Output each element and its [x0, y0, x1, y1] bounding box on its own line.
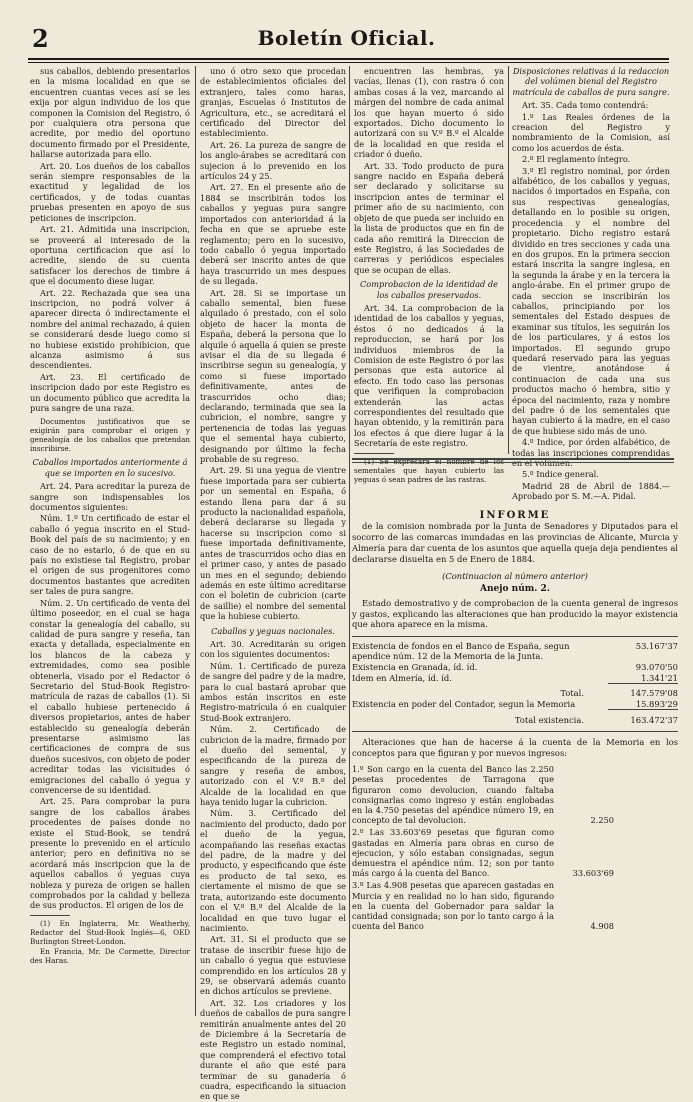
account-row: [352, 699, 678, 711]
column-divider: [508, 66, 509, 454]
column-3: [354, 66, 504, 484]
section-heading: Caballos y yeguas nacionales.: [211, 625, 335, 636]
row-value: 93.070'50: [635, 661, 678, 672]
informe-section: [352, 510, 678, 931]
item-value: 4.908: [590, 921, 614, 932]
row-label: Existencia de fondos en el Banco de España, segun apendice núm. 12 de la Memoria de la Junta.: [352, 640, 570, 662]
annex-title: Anejo núm. 2.: [480, 584, 550, 594]
paragraph: Art. 20. Los dueños de los caballos serán siempre responsables de la exactitud y legalidad de los certificados, y de todas cuantas pruebas presenten en apoyo de sus peticiones de inscripcion.: [30, 160, 190, 223]
page-title: Boletín Oficial.: [257, 26, 436, 50]
paragraph: Art. 22. Rechazada que sea una inscripcion, no podrá volver á aparecer directa ó indirectamente el nombre del animal rechazado, á quien se considerará desde luego como si no hubiese existido prohibicion, que alcanza asimismo á sus descendientes.: [30, 287, 190, 371]
account-row: [352, 641, 678, 662]
paragraph: Núm. 1. Certificado de pureza de sangre del padre y de la madre, para lo cual bastará aprobar que ambos están inscritos en este Registro-matrícula ó en cualquier Stud-Book extranjero.: [200, 660, 346, 723]
paragraph: sus caballos, debiendo presentarlos en la misma localidad en que se encuentren cuantas veces así se les exija por algun individuo de los que componen la Comision del Registro, ó por cualquiera otra persona que acredite, por medio del oportuno documento firmado por el Presidente, hallarse autorizada para ello.: [30, 66, 190, 160]
alteration-item: [352, 764, 678, 825]
row-label: Existencia en Granada, íd. íd.: [352, 661, 478, 672]
section-rule: [352, 458, 674, 460]
paragraph: uno ó otro sexo que procedan de establecimientos oficiales del extranjero, tales como haras, granjas, Escuelas ó Institutos de Agricultura, etc., se acreditará el certificado del Director del establecimiento.: [200, 66, 346, 139]
column-divider: [195, 66, 196, 1016]
paragraph: Núm. 3. Certificado del nacimiento del producto, dado por el dueño de la yegua, acompañando las reseñas exactas del padre, de la madre y del producto, y especificando que éste es producto de tal sexo, es ciertamente el mismo de que se trata, autorizando este documento con el V.º B.º del Alcalde de la localidad en que tuvo lugar el nacimiento.: [200, 808, 346, 933]
paragraph: Art. 33. Todo producto de pura sangre nacido en España deberá ser declarado y solicitarse su inscripcion antes de terminar el primer año de su nacimiento, con objeto de que pueda ser incluido en la lista de productos que en fin de cada año remitirá la Direccion de este Registro, á las Sociedades de carreras y periódicos especiales que se ocupan de ellas.: [354, 160, 504, 275]
row-value: 147.579'08: [630, 688, 678, 699]
alteration-item: [352, 880, 678, 931]
account-row: [352, 673, 678, 685]
paragraph: Madrid 28 de Abril de 1884.— Aprobado por S. M.—A. Pidal.: [512, 480, 670, 502]
header-rule-thin: [28, 62, 669, 63]
item-text: 3.º Las 4.908 pesetas que aparecen gastadas en Murcia y en realidad no lo han sido, figurando en la cuenta del Gobernador para saldar la cantidad consignada; son por lo tanto cargo á la cuenta del Banco: [352, 880, 554, 932]
paragraph: Art. 30. Acreditarán su origen con los siguientes documentos:: [200, 638, 346, 660]
paragraph: 4.º Indice, por órden alfabético, de todas las inscripciones comprendidas en el volúmen.: [512, 437, 670, 469]
header-rule: [28, 58, 669, 60]
paragraph: 1.º Las Reales órdenes de la creacion del Registro y nombramiento de la Comision, así como los acuerdos de ésta.: [512, 111, 670, 153]
row-label: Total existencia.: [514, 715, 584, 726]
column-1: [30, 66, 190, 1014]
paragraph: Art. 21. Admitida una inscripcion, se proveerá al interesado de la oportuna certificacion que así lo acredite, siendo de su cuenta satisfacer los derechos de timbre á que el documento diese lugar.: [30, 224, 190, 287]
section-rule: [352, 462, 674, 463]
column-4: [512, 66, 670, 502]
paragraph: 2.º El reglamento íntegro.: [522, 154, 631, 165]
section-heading: Comprobacion de la identidad de los caballos preservados.: [360, 279, 498, 300]
paragraph: Art. 34. La comprobacion de la identidad de los caballos y yeguas, éstos ó no dedicados á la reproduccion, se hará por los individuos miembros de la Comision de este Registro ó por las personas que esta autorice al efecto. En todo caso las personas que verifiquen la comprobacion extenderán las actas correspondientes del resultado que hayan obtenido, y la remitirán para los efectos á que diere lugar á la Secretaría de este registro.: [354, 302, 504, 449]
paragraph: Art. 31. Si el producto que se tratase de inscribir fuese hijo de un caballo ó yegua que estuviese comprendido en los artículos 28 y 29, se observará además cuanto en dichos artículos se previene.: [200, 934, 346, 997]
footnote: En Francia, Mr. De Cormette, Director des Haras.: [30, 946, 190, 965]
table-rule: [352, 636, 678, 637]
footnote: (1) Se expresará el nombre de los sementales que hayan cubierto las yeguas ó sean padres de las rastras.: [354, 456, 504, 484]
total-row: [352, 688, 678, 699]
footnote-rule: [30, 915, 70, 916]
paragraph: Art. 26. La pureza de sangre de los anglo-árabes se acreditará con sujecion á lo prevenido en los artículos 24 y 25.: [200, 139, 346, 182]
row-value: 1.341'21: [608, 673, 678, 685]
paragraph: 5.º Indice general.: [522, 469, 599, 480]
item-value: 2.250: [590, 815, 614, 826]
alteration-item: [352, 827, 678, 878]
row-value: 15.893'29: [608, 699, 678, 711]
paragraph: Núm. 2. Certificado de cubricion de la madre, firmado por el dueño del semental, y especificando de la pureza de sangre y reseña de ambos, autorizado con el V.º B.º del Alcalde de la localidad en que haya tenido lugar la cubricion.: [200, 724, 346, 808]
row-value: 53.167'37: [635, 640, 678, 651]
estado-description: Estado demostrativo y de comprobacion de la cuenta general de ingresos y gastos, explicando las alteraciones que han producido la mayor existencia que ahora aparece en la misma.: [352, 598, 678, 630]
account-row: [352, 662, 678, 673]
paragraph: Art. 23. El certificado de inscripcion dado por este Registro es un documento público que acredita la pura sangre de una raza.: [30, 371, 190, 413]
paragraph: Art. 27. En el presente año de 1884 se inscribirán todos los caballos y yeguas pura sangre importados con anterioridad á la fecha en que se apruebe este reglamento; pero en lo sucesivo, todo caballo ó yegua importado deberá ser inscrito antes de que haya trascurrido un mes despues de su llegada.: [200, 182, 346, 287]
footnote: (1) En Inglaterra, Mr. Weatherby, Redactor del Stud-Book Inglés—6, OED Burlington Street-London.: [30, 918, 190, 946]
row-value: 163.472'37: [630, 715, 678, 726]
row-label: Existencia en poder del Contador, segun la Memoria: [352, 698, 576, 709]
paragraph: Art. 32. Los criadores y los dueños de caballos de pura sangre remitirán anualmente antes del 20 de Diciembre á la Secretaría de este Registro un estado nominal, que comprenderá el efectivo total durante el año que esté para terminar de su ganadería ó cuadra, especificando la situacion en que se: [200, 997, 346, 1102]
paragraph: Art. 35. Cada tomo contendrá:: [522, 100, 649, 111]
continuation-note: (Continuacion al número anterior): [442, 571, 588, 581]
paragraph: Núm. 2. Un certificado de venta del último poseedor, en el cual se haga constar la genealogía del caballo, su calidad de pura sangre y reseña, tan exacta y detallada, especialmente en los blancos de la cabeza y extremidades, como sea posible obtenerla, visado por el Redactor ó Secretario del Stud-Book Registro-matrícula de razas de caballos (1). Si el caballo hubiese pertenecido á diversos propietarios, antes de haber establecido su genealogía deberán presentarse asimismo las certificaciones de compra de sus dueños sucesivos, con objeto de poder acreditar todas las vicisitudes ó emigraciones del caballo ó yegua y convencerse de su identidad.: [30, 597, 190, 795]
section-heading: Caballos importados anteriormente á que se importen en lo sucesivo.: [32, 457, 188, 478]
paragraph: Art. 24. Para acreditar la pureza de sangre son indispensables los documentos siguientes:: [30, 481, 190, 513]
item-text: 1.º Son cargo en la cuenta del Banco las 2.250 pesetas procedentes de Tarragona que figuraron como devolucion, cuando faltaba consignarlas como ingreso y están englobadas en la 4.750 pesetas del apéndice número 19, en concepto de tal devolucion.: [352, 764, 554, 826]
paragraph: Art. 28. Si se importase un caballo semental, bien fuese alquilado ó prestado, con el solo objeto de hacer la monta de España, deberá la persona que lo alquile ó aquella á quien se preste avisar el dia de su llegada é inscribirse segun su genealogía, y como si fuese importado definitivamente, antes de trascurridos ocho dias; declarando, terminada que sea la cubricion, el nombre, sangre y pertenencia de todas las yeguas que el semental haya cubierto, designando por último la fecha probable de su regreso.: [200, 287, 346, 465]
paragraph: encuentren las hembras, ya vacías, llenas (1), con rastra ó con ambas cosas á la vez, marcando al márgen del nombre de cada animal los que hayan muerto ó sido exportados. Dicho documento lo autorizará con su V.º B.º el Alcalde de la localidad en que resida el criador ó dueño.: [354, 66, 504, 160]
page-number: 2: [32, 24, 49, 53]
section-heading: Disposiciones relativas á la redaccion del volúmen bienal del Registro matrícula de caballos de pura sangre.: [512, 66, 670, 97]
paragraph: Art. 25. Para comprobar la pura sangre de los caballos árabes procedentes de países donde no existe el Stud-Book, se tendrá presente lo prevenido en el artículo anterior; pero en definitiva no se acordará más inscripcion que la de aquellos caballos ó yeguas cuya nobleza y pureza de origen se hallen comprobados por la calidad y belleza de sus productos. El origen de los de: [30, 796, 190, 911]
alterations-intro: Alteraciones que han de hacerse á la cuenta de la Memoria en los conceptos para que figuran y por nuevos ingresos:: [352, 736, 678, 758]
row-label: Idem en Almería, íd. íd.: [352, 672, 452, 683]
paragraph: 3.º El registro nominal, por órden alfabético, de los caballos y yeguas, nacidos ó importados en España, con sus respectivas genealogías, detallando en lo posible su origen, procedencia y el nombre del propietario. Dicho registro estará dividido en tres secciones y cada una en dos grupos. En la primera seccion estará inscrita la sangre inglesa, en la segunda la árabe y en la tercera la anglo-árabe. En el primer grupo de cada seccion se inscribirán los caballos, principiando por los sementales del Estado despues de examinar sus títulos, les seguirán los de los particulares, y á estos los importados. El segundo grupo quedará reservado para las yeguas de vientre, anotándose á continuacion de cada una sus productos macho ó hembra, sitio y época del nacimiento, raza y nombre del padre ó de los sementales que hayan cubierto á la madre, en el caso de que hubiese sido más de uno.: [512, 165, 670, 436]
footnote-rule: [354, 453, 394, 454]
note: Documentos justificativos que se exigirán para comprobar el origen y genealogía de los caballos que pretendan inscribirse.: [30, 417, 190, 454]
column-divider: [349, 66, 350, 1016]
informe-summary: de la comision nombrada por la Junta de Senadores y Diputados para el socorro de las comarcas inundadas en las provincias de Alicante, Murcia y Almería para dar cuenta de los asuntos que aquella queja deja pendientes al declararse disuelta en 5 de Enero de 1884.: [352, 521, 678, 564]
paragraph: Núm. 1.º Un certificado de estar el caballo ó yegua inscrito en el Stud-Book del país de su nacimiento; y en caso de no estarlo, ó de que en su país no existiese tal Registro, probar el origen de sus progenitores como documentos bastantes que acrediten ser tales de pura sangre.: [30, 513, 190, 597]
paragraph: Art. 29. Si una yegua de vientre fuese importada para ser cubierta por un semental en España, ó estando llena para dar á su producto la nacionalidad española, deberá declararse su llegada y hacerse su inscripcion como si fuese importada definitivamente, antes de trascurridos ocho dias en el primer caso, y antes de pasado un mes en el segundo; debiendo además en este último acreditarse con el boletin de cubricion (carte de saillie) el nombre del semental que la hubiese cubierto.: [200, 465, 346, 622]
item-value: 33.603'69: [572, 868, 614, 879]
row-label: Total.: [560, 688, 584, 699]
col1-paragraphs: [30, 66, 190, 413]
column-2: [200, 66, 346, 1102]
item-text: 2.º Las 33.603'69 pesetas que figuran como gastadas en Almería para obras en curso de ejecucion, y sólo estaban consignadas, segun demuestra el apéndice núm. 12; son por tanto más cargo á la cuenta del Banco.: [352, 827, 554, 879]
table-rule: [352, 731, 678, 732]
grand-total-row: [352, 715, 678, 726]
informe-title: INFORME: [479, 510, 551, 521]
